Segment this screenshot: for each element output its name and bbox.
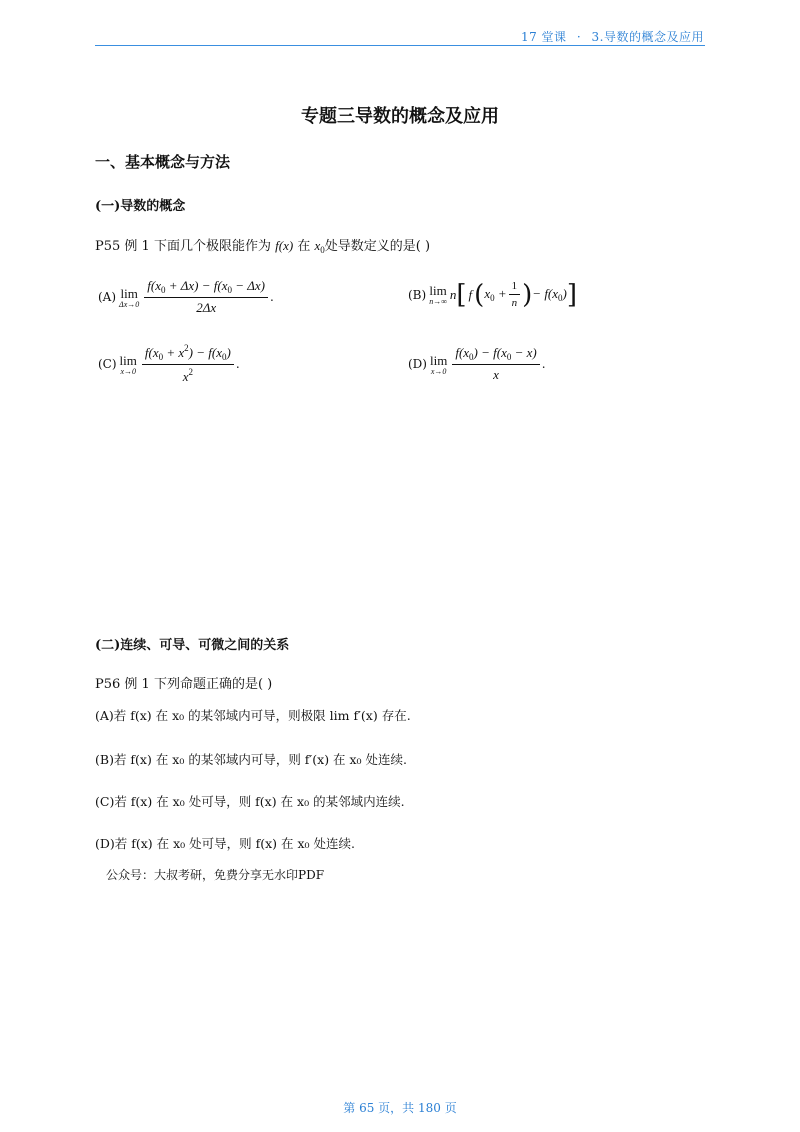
option-d[interactable]: (D) lim x→0 $\frac{f(x_0) - f(x_0 - x)}{x}$ . xyxy=(408,345,546,382)
option-d-lim: lim x→0 xyxy=(429,352,448,376)
option-a[interactable]: (A) lim Δx→0 $\frac{f(x_0 + \Delta x) - f(x_0 - \Delta x)}{2\Delta x}$ . xyxy=(98,278,274,315)
subsection-heading-1: (一)导数的概念 xyxy=(95,199,186,214)
option-d-label: (D) xyxy=(408,357,427,371)
q1-prefix: P55 例 1 下面几个极限能作为 xyxy=(95,239,271,254)
header-rule xyxy=(95,45,705,46)
option-b-lim: lim n→∞ xyxy=(429,283,447,306)
option-a-label: (A) xyxy=(98,290,117,304)
page-title: 专题三导数的概念及应用 xyxy=(301,106,499,127)
running-header xyxy=(521,28,704,45)
promo-note: 公众号：大叔考研，免费分享无水印PDF xyxy=(106,868,325,882)
option-b-label: (B) xyxy=(408,287,427,302)
question-1: P55 例 1 下面几个极限能作为 f(x) 在 $x_0$处导数定义的是( ) xyxy=(95,238,431,255)
page-footer: 第 65 页，共 180 页 xyxy=(343,1101,457,1115)
option-c[interactable]: (C) lim x→0 $\frac{f(x_0 + x^2) - f(x_0)}{x^2}$ . xyxy=(98,343,240,384)
section-heading: 一、基本概念与方法 xyxy=(95,153,231,171)
header-chapter: 3.导数的概念及应用 xyxy=(591,30,704,44)
option-c-fraction: $\frac{f(x_0 + x^2) - f(x_0)}{x^2}$ xyxy=(142,343,234,385)
option-a-fraction: $\frac{f(x_0 + \Delta x) - f(x_0 - \Delta x)}{2\Delta x}$ xyxy=(144,278,268,316)
option2-c[interactable]: (C)若 f(x) 在 x₀ 处可导，则 f(x) 在 x₀ 的某邻域内连续. xyxy=(95,794,405,809)
option-d-fraction: $\frac{f(x_0) - f(x_0 - x)}{x}$ xyxy=(452,345,539,383)
header-separator: · xyxy=(576,30,582,44)
option2-d[interactable]: (D)若 f(x) 在 x₀ 处可导，则 f(x) 在 x₀ 处连续. xyxy=(95,836,356,851)
option2-a[interactable]: (A)若 f(x) 在 x₀ 的某邻域内可导，则极限 lim f′(x) 存在. xyxy=(95,708,411,723)
q1-fx: f xyxy=(275,238,279,253)
option-a-lim: lim Δx→0 xyxy=(119,285,140,309)
q1-x0: $x_0$ xyxy=(314,238,325,255)
option-c-label: (C) xyxy=(98,357,117,371)
subsection-heading-2: (二)连续、可导、可微之间的关系 xyxy=(95,638,290,653)
question-2: P56 例 1 下列命题正确的是( ) xyxy=(95,677,273,692)
q1-mid: 在 xyxy=(297,239,311,254)
header-course: 17 堂课 xyxy=(520,30,567,44)
option-b[interactable]: (B) lim n→∞ n [ f ( $x_0$ + $\frac{1}{n}$ ) − $f(x_0)$ ] xyxy=(408,279,578,310)
option-c-lim: lim x→0 xyxy=(119,352,137,376)
q1-suffix: 处导数定义的是( ) xyxy=(324,239,431,254)
option2-b[interactable]: (B)若 f(x) 在 x₀ 的某邻域内可导，则 f′(x) 在 x₀ 处连续. xyxy=(95,752,408,767)
